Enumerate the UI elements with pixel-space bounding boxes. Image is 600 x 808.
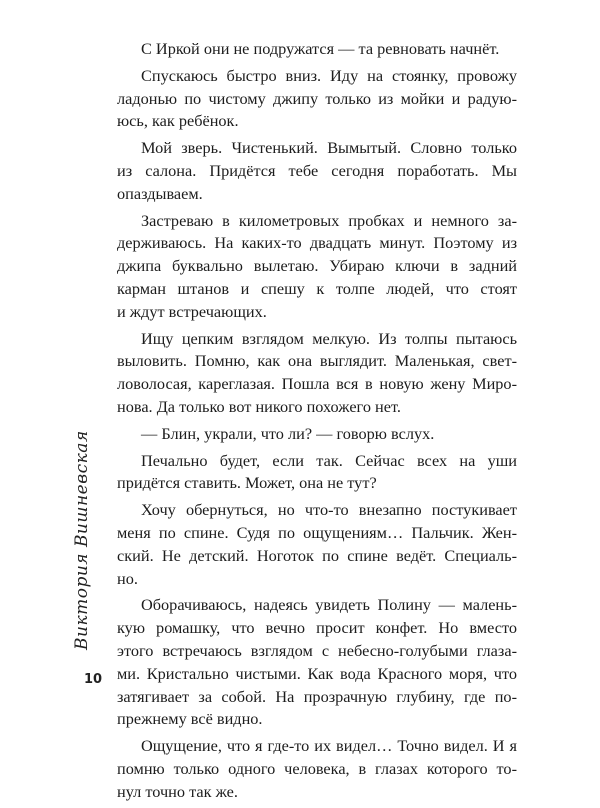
text-line: Оборачиваюсь, надеясь увидеть Полину — малень- [141, 595, 517, 615]
text-line: затягивает за собой. На прозрачную глубину, где по- [117, 686, 517, 706]
paragraph [117, 210, 517, 324]
text-line: Застреваю в километровых пробках и немного за- [141, 210, 517, 230]
paragraph [117, 328, 517, 419]
text-line: Спускаюсь быстро вниз. Иду на стоянку, провожу [141, 65, 517, 85]
text-line: и ждут встречающих. [117, 301, 267, 321]
paragraph [117, 137, 517, 205]
paragraph [117, 735, 517, 803]
text-line: Печально будет, если так. Сейчас всех на уши [141, 450, 517, 470]
text-line: Ощущение, что я где-то их видел… Точно видел. И я [141, 736, 517, 756]
text-line: держиваюсь. На каких-то двадцать минут. Поэтому из [117, 233, 517, 253]
text-line: джипа буквально вылетаю. Убираю ключи в задний [117, 256, 517, 276]
paragraph [117, 499, 517, 590]
text-line: меня по спине. Судя по ощущениям… Пальчик. Жен- [117, 522, 517, 542]
paragraph [117, 423, 517, 446]
text-line: Хочу обернуться, но что-то внезапно постукивает [141, 500, 517, 520]
text-line: юсь, как ребёнок. [117, 111, 239, 131]
text-line: ловолосая, кареглазая. Пошла вся в новую жену Миро- [117, 374, 517, 394]
text-line: из салона. Придётся тебе сегодня поработать. Мы [117, 160, 517, 180]
text-line: этого встречаюсь взглядом с небесно-голубыми глаза- [117, 640, 517, 660]
text-line: нул точно так же. [117, 781, 238, 801]
author-name-vertical: Виктория Вишневская [72, 430, 92, 650]
body-text [117, 38, 517, 808]
paragraph [117, 594, 517, 731]
text-line: С Иркой они не подружатся — та ревновать начнёт. [141, 39, 500, 58]
text-line: Ищу цепким взглядом мелкую. Из толпы пытаюсь [141, 328, 517, 348]
text-line: карман штанов и спешу к толпе людей, что стоят [117, 278, 517, 298]
page-number: 10 [84, 672, 103, 687]
text-line: Мой зверь. Чистенький. Вымытый. Словно только [141, 138, 517, 158]
text-line: выловить. Помню, как она выглядит. Маленькая, свет- [117, 351, 517, 371]
text-line: ми. Кристально чистыми. Как вода Красного моря, что [117, 663, 517, 683]
text-line: опаздываем. [117, 183, 203, 203]
text-line: помню только одного человека, в глазах которого то- [117, 758, 517, 778]
paragraph [117, 65, 517, 133]
text-line: прежнему всё видно. [117, 709, 263, 729]
text-line: — Блин, украли, что ли? — говорю вслух. [141, 423, 435, 443]
text-line: но. [117, 568, 138, 588]
text-line: нова. Да только вот никого похожего нет. [117, 396, 401, 416]
text-line: ладонью по чистому джипу только из мойки и радую- [117, 88, 517, 108]
text-line: кую ромашку, что вечно просит конфет. Но вместо [117, 618, 517, 638]
paragraph [117, 38, 517, 61]
text-line: придётся ставить. Может, она не тут? [117, 473, 377, 493]
text-line: ский. Не детский. Ноготок по спине ведёт. Специаль- [117, 545, 517, 565]
paragraph [117, 450, 517, 496]
